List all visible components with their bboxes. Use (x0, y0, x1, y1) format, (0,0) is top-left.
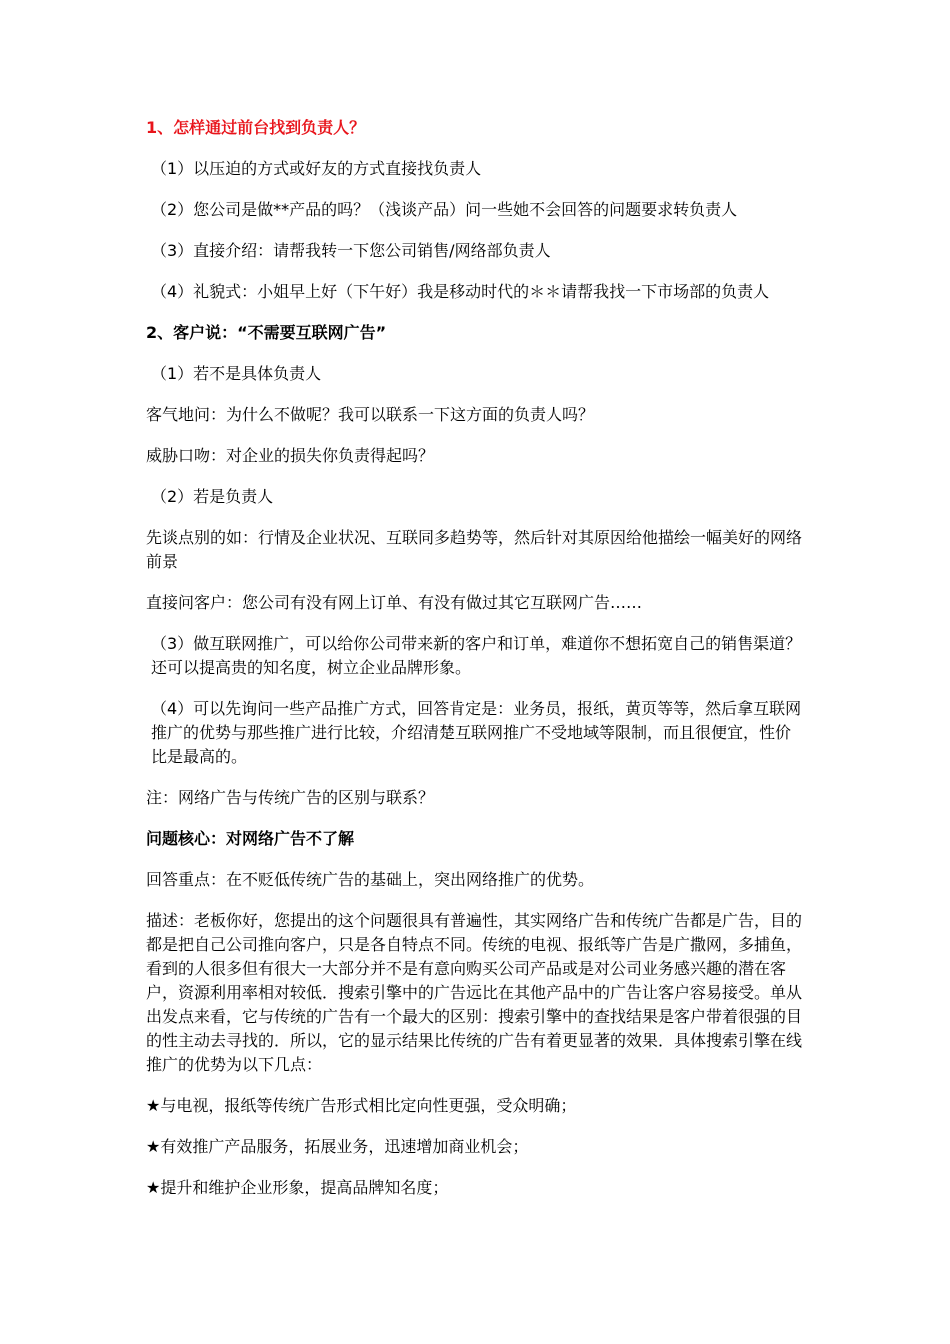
heading-customer-objection: 2、客户说：“不需要互联网广告” (146, 323, 387, 342)
paragraph-note: 注：网络广告与传统广告的区别与联系？ (146, 788, 435, 807)
list-item: （2）您公司是做**产品的吗？（浅谈产品）问一些她不会回答的问题要求转负责人 (151, 200, 738, 219)
paragraph-threat: 威胁口吻：对企业的损失你负责得起吗？ (146, 446, 435, 465)
list-item: （1）若不是具体负责人 (151, 364, 322, 383)
heading-find-person-in-charge: 1、怎样通过前台找到负责人？ (146, 118, 366, 137)
list-item: （4）礼貌式：小姐早上好（下午好）我是移动时代的＊＊请帮我找一下市场部的负责人 (151, 282, 770, 301)
paragraph-answer-focus: 回答重点：在不贬低传统广告的基础上，突出网络推广的优势。 (146, 870, 595, 889)
paragraph-core-issue: 问题核心：对网络广告不了解 (146, 829, 355, 848)
paragraph-description: 描述：老板你好，您提出的这个问题很具有普遍性，其实网络广告和传统广告都是广告，目的都是把自己公司推向客户，只是各自特点不同。传统的电视、报纸等广告是广撒网，多捕鱼，看到的人很多但有很大一大部分并不是有意向购买公司产品或是对公司业务感兴趣的潜在客户，资源利用率相对较低．搜索引擎中的广告远比在其他产品中的广告让客户容易接受。单从出发点来看，它与传统的广告有一个最大的区别：搜索引擎中的查找结果是客户带着很强的目的性主动去寻找的．所以，它的显示结果比传统的广告有着更显著的效果．具体搜索引擎在线推广的优势为以下几点： (146, 911, 803, 1074)
list-item: （2）若是负责人 (151, 487, 274, 506)
list-item: （1）以压迫的方式或好友的方式直接找负责人 (151, 159, 482, 178)
list-item: （4）可以先询问一些产品推广方式，回答肯定是：业务员，报纸，黄页等等，然后拿互联网推广的优势与那些推广进行比较，介绍清楚互联网推广不受地域等限制，而且很便宜，性价比是最高的。 (151, 699, 802, 766)
list-item: （3）做互联网推广，可以给你公司带来新的客户和订单，难道你不想拓宽自己的销售渠道？还可以提高贵的知名度，树立企业品牌形象。 (151, 634, 802, 677)
star-point: ★与电视，报纸等传统广告形式相比定向性更强，受众明确； (146, 1096, 577, 1115)
paragraph-direct-ask: 直接问客户：您公司有没有网上订单、有没有做过其它互联网广告…… (146, 593, 643, 612)
paragraph-first-talk: 先谈点别的如：行情及企业状况、互联同多趋势等，然后针对其原因给他描绘一幅美好的网络前景 (146, 528, 803, 571)
document-page (146, 116, 806, 1217)
paragraph-polite-ask: 客气地问：为什么不做呢？我可以联系一下这方面的负责人吗？ (146, 405, 595, 424)
star-point: ★有效推广产品服务，拓展业务，迅速增加商业机会； (146, 1137, 529, 1156)
list-item: （3）直接介绍：请帮我转一下您公司销售/网络部负责人 (151, 241, 551, 260)
star-point: ★提升和维护企业形象，提高品牌知名度； (146, 1178, 449, 1197)
